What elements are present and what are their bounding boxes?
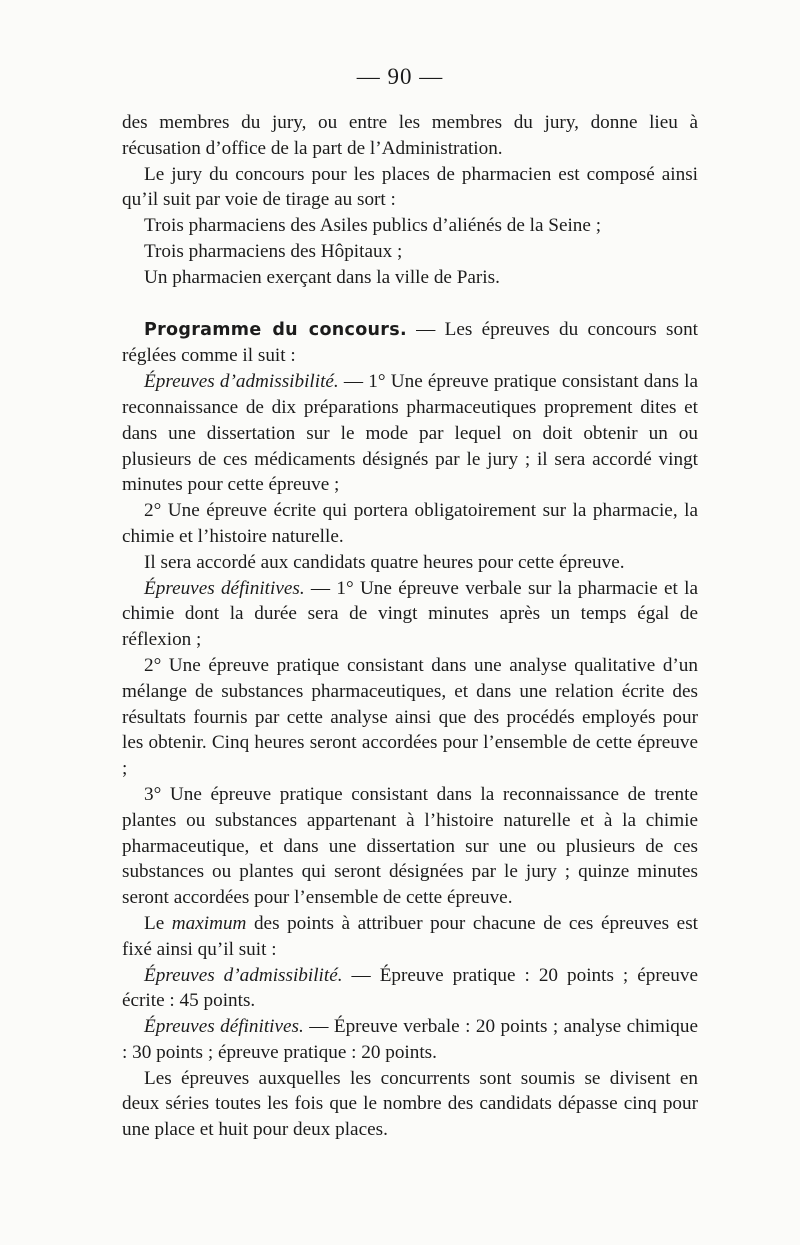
paragraph-quatre-heures: Il sera accordé aux candidats quatre heures pour cette épreuve.: [144, 551, 625, 573]
paragraph-programme: [122, 317, 698, 370]
paragraph-analyse-qualitative: 2° Une épreuve pratique consistant dans une analyse qualitative d’un mélange de substances pharmaceutiques, et dans une relation écrite des résultats fournis par cette analyse ainsi que des procédés employés pour les obtenir. Cinq heures seront accordées pour l’ensemble de cette épreuve ;: [122, 654, 698, 780]
paragraph-jury-composition: Le jury du concours pour les places de pharmacien est composé ainsi qu’il suit par voie de tirage au sort :: [122, 163, 698, 211]
label-definitives: Épreuves définitives.: [144, 577, 305, 599]
paragraph-maximum-lead: Le: [144, 912, 172, 934]
paragraph-definitives-text: — 1° Une épreuve verbale sur la pharmacie et la chimie dont la durée sera de vingt minutes après un temps égal de réflexion ;: [122, 577, 698, 651]
label-points-definitives: Épreuves définitives.: [144, 1016, 304, 1038]
paragraph-trente-plantes: 3° Une épreuve pratique consistant dans la reconnaissance de trente plantes ou substances appartenant à l’histoire naturelle et à la chimie pharmaceutique, et dans une dissertation sur une ou plusieurs de ces substances ou plantes qui seront désignées par le jury ; quinze minutes seront accordées pour l’ensemble de cette épreuve.: [122, 783, 698, 909]
paragraph-maximum-text: des points à attribuer pour chacune de ces épreuves est fixé ainsi qu’il suit :: [122, 912, 698, 960]
paragraph-points-definitives: [122, 1014, 698, 1066]
page-number: — 90 —: [356, 64, 444, 89]
paragraph-admissibilite: [122, 369, 698, 498]
paragraph-deux-series: Les épreuves auxquelles les concurrents sont soumis se divisent en deux séries toutes les fois que le nombre des candidats dépasse cinq pour une place et huit pour deux places.: [122, 1067, 698, 1141]
paragraph-admissibilite-text: — 1° Une épreuve pratique consistant dans la reconnaissance de dix préparations pharmaceutiques proprement dites et dans une dissertation sur le mode par lequel on doit obtenir un ou plusieurs de ces médicaments désignés par le jury ; il sera accordé vingt minutes pour cette épreuve ;: [122, 371, 698, 496]
paragraph-points-admissibilite-text: — Épreuve pratique : 20 points ; épreuve écrite : 45 points.: [122, 964, 698, 1012]
page-body: [122, 110, 698, 1143]
paragraph-programme-text: — Les épreuves du concours sont réglées comme il suit :: [122, 318, 699, 367]
list-item-paris: Un pharmacien exerçant dans la ville de Paris.: [144, 266, 500, 288]
label-points-admissibilite: Épreuves d’admissibilité.: [144, 964, 343, 986]
paragraph-points-definitives-text: — Épreuve verbale : 20 points ; analyse chimique : 30 points ; épreuve pratique : 20 points.: [122, 1016, 698, 1063]
label-admissibilite: Épreuves d’admissibilité.: [144, 371, 339, 393]
term-maximum: maximum: [171, 912, 247, 934]
list-item-asiles: Trois pharmaciens des Asiles publics d’aliénés de la Seine ;: [144, 215, 602, 237]
paragraph-definitives: [122, 576, 698, 653]
paragraph-maximum: [122, 911, 698, 963]
paragraph-epreuve-ecrite: 2° Une épreuve écrite qui portera obligatoirement sur la pharmacie, la chimie et l’histoire naturelle.: [122, 500, 698, 547]
section-heading-programme: Programme du concours.: [144, 319, 407, 340]
paragraph-jury-recusation: des membres du jury, ou entre les membres du jury, donne lieu à récusation d’office de la part de l’Administration.: [122, 112, 698, 159]
section-gap: [122, 291, 698, 317]
list-item-hopitaux: Trois pharmaciens des Hôpitaux ;: [144, 240, 403, 262]
paragraph-points-admissibilite: [122, 963, 698, 1015]
